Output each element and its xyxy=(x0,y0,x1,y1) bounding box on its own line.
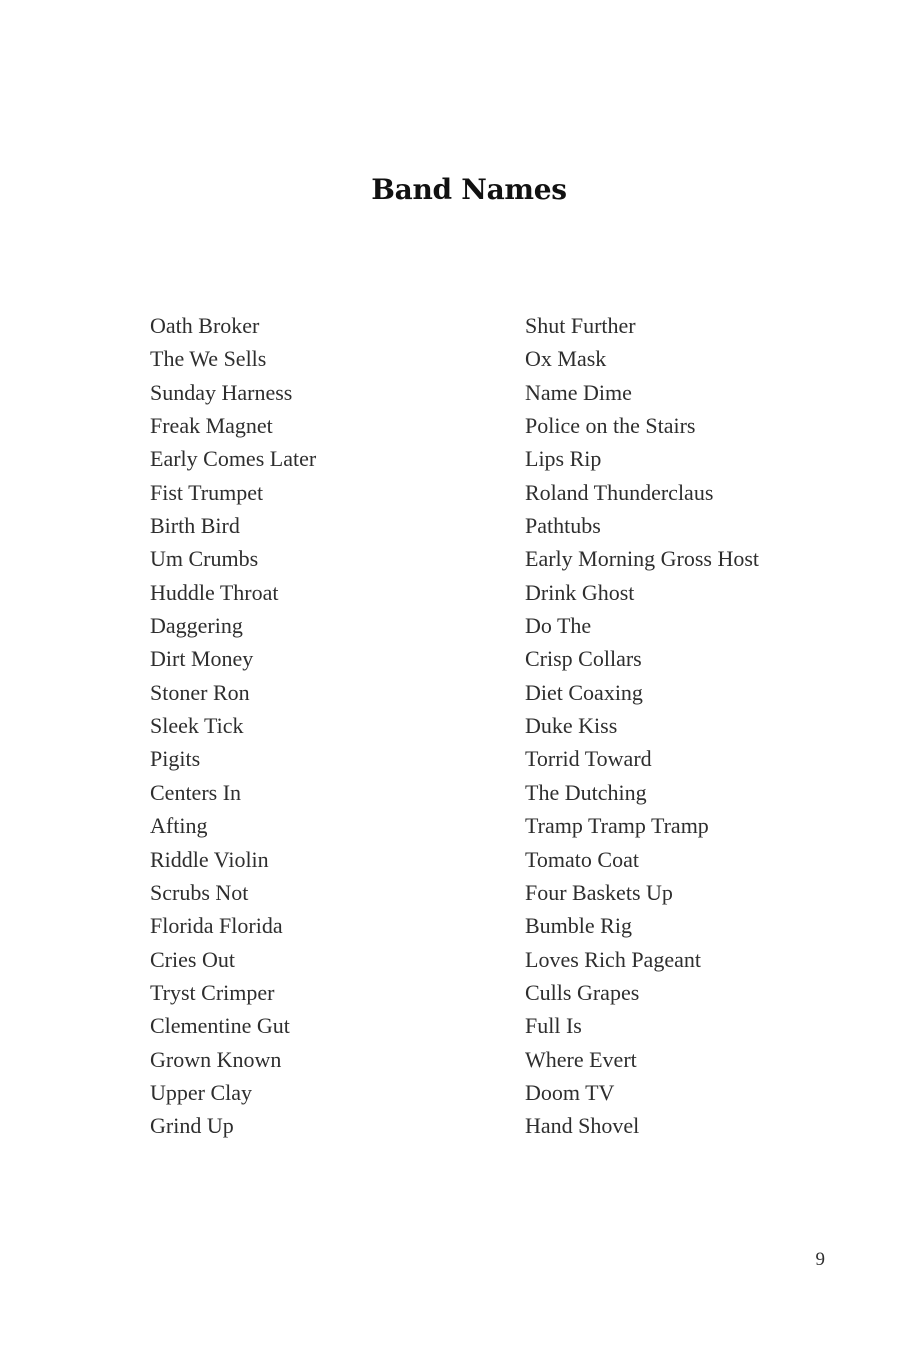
band-name-item: Roland Thunderclaus xyxy=(525,479,714,505)
band-name-item: Oath Broker xyxy=(150,313,260,338)
band-name-item: Do The xyxy=(525,613,592,639)
band-name-item: Florida Florida xyxy=(150,913,283,939)
band-name-item: Riddle Violin xyxy=(150,846,269,872)
band-name-item: Torrid Toward xyxy=(525,746,652,772)
band-name-item: The We Sells xyxy=(150,346,267,372)
band-name-item: Full Is xyxy=(525,1013,582,1039)
band-name-item: Police on the Stairs xyxy=(525,413,696,439)
band-name-item: Doom TV xyxy=(525,1079,615,1105)
band-name-item: Four Baskets Up xyxy=(525,879,673,905)
band-name-item: Dirt Money xyxy=(150,646,254,672)
band-name-item: Shut Further xyxy=(525,313,636,338)
band-name-item: Early Morning Gross Host xyxy=(525,546,760,572)
band-name-item: Centers In xyxy=(150,779,242,805)
band-name-item: Drink Ghost xyxy=(525,579,635,605)
band-name-item: Tomato Coat xyxy=(525,846,639,872)
band-name-item: Sunday Harness xyxy=(150,379,293,405)
page-title: Band Names xyxy=(371,173,567,206)
band-name-item: Birth Bird xyxy=(150,513,240,539)
band-name-item: Name Dime xyxy=(525,379,632,405)
band-name-item: Huddle Throat xyxy=(150,579,279,605)
band-name-item: Tryst Crimper xyxy=(150,979,275,1005)
band-name-item: Duke Kiss xyxy=(525,713,618,739)
band-name-item: Afting xyxy=(150,813,208,839)
band-name-item: Scrubs Not xyxy=(150,879,249,905)
band-name-item: Pigits xyxy=(150,746,201,772)
band-list-left-column xyxy=(150,309,490,1143)
band-list-right-column xyxy=(525,309,865,1143)
band-name-item: Ox Mask xyxy=(525,346,607,372)
band-name-item: Fist Trumpet xyxy=(150,479,264,505)
band-name-item: Bumble Rig xyxy=(525,913,632,939)
band-name-item: Pathtubs xyxy=(525,513,601,539)
band-name-item: Grind Up xyxy=(150,1113,234,1139)
band-name-item: Early Comes Later xyxy=(150,446,317,472)
band-name-item: Crisp Collars xyxy=(525,646,642,672)
band-name-item: Culls Grapes xyxy=(525,979,640,1005)
band-name-item: The Dutching xyxy=(525,779,647,805)
band-name-item: Tramp Tramp Tramp xyxy=(525,813,709,839)
band-name-item: Cries Out xyxy=(150,946,235,972)
band-name-item: Freak Magnet xyxy=(150,413,273,439)
band-name-item: Diet Coaxing xyxy=(525,679,643,705)
band-name-item: Clementine Gut xyxy=(150,1013,290,1039)
band-name-item: Upper Clay xyxy=(150,1079,253,1105)
band-name-item: Hand Shovel xyxy=(525,1113,640,1139)
band-name-item: Stoner Ron xyxy=(150,679,250,705)
band-name-item: Loves Rich Pageant xyxy=(525,946,701,972)
band-name-item: Um Crumbs xyxy=(150,546,259,572)
band-name-item: Daggering xyxy=(150,613,243,639)
page-number: 9 xyxy=(815,1249,825,1270)
band-name-item: Sleek Tick xyxy=(150,713,244,739)
band-name-item: Grown Known xyxy=(150,1046,282,1072)
band-name-item: Lips Rip xyxy=(525,446,602,472)
band-name-item: Where Evert xyxy=(525,1046,637,1072)
